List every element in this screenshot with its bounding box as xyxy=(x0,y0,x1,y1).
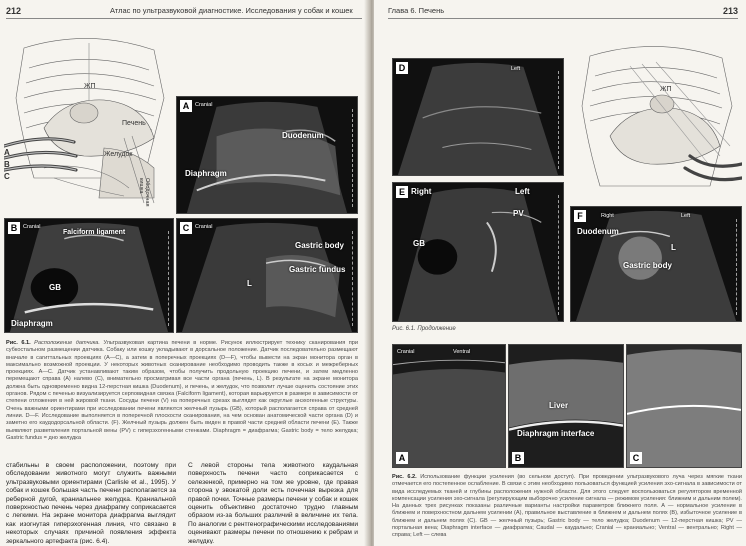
label-diaphragm-interface: Diaphragm interface xyxy=(517,429,595,438)
ultrasound-image-f xyxy=(570,206,742,322)
panel-label-b: B xyxy=(8,222,20,234)
ultrasound-image-b xyxy=(4,218,174,333)
panel-label-c2: C xyxy=(630,452,642,464)
right-running-head-text: Глава 6. Печень xyxy=(388,6,445,15)
left-anatomy-diagram xyxy=(4,38,174,208)
label-right: Right xyxy=(601,213,614,219)
panel-label-e: E xyxy=(396,186,408,198)
ultrasound-image-c xyxy=(176,218,358,333)
left-page-number: 212 xyxy=(6,6,22,16)
body-column-1: стабильны в своем расположении, поэтому при обследовании животного могут служить важными ультразвуковыми ориентирами (Carlisle et al., 1995). У собак и кошек большая часть печени располагается за реберной дугой, краниальнее желудка. Краниальной поверхностью печень через диафрагму соприкасается с легкими. На экране монитора диафрагма выглядит как изогнутая гиперэхогенная линия, что связано в некоторых случаях причиной появления эффекта зеркального артефакта (рис. 6.4). xyxy=(6,462,176,544)
depth-scale xyxy=(166,231,169,326)
label-gastric-body: Gastric body xyxy=(295,241,344,250)
ultrasound-image-a xyxy=(176,96,358,214)
figure-continuation-label: Рис. 6.1. Продолжение xyxy=(392,326,456,332)
probe-label-b: B xyxy=(4,160,10,169)
label-l: L xyxy=(247,279,252,288)
label-left: Left xyxy=(511,66,521,72)
left-head-rule xyxy=(6,18,362,19)
label-gastric-body: Gastric body xyxy=(623,261,672,270)
label-cranial: Cranial xyxy=(397,349,415,355)
label-diaphragm: Diaphragm xyxy=(11,319,53,328)
label-falciform-ligament: Falciform ligament xyxy=(63,229,126,236)
label-left: Left xyxy=(515,187,530,196)
ultrasound-image-gain-b xyxy=(508,344,624,468)
caption-title: Рис. 6.2. xyxy=(392,474,417,480)
depth-scale xyxy=(350,109,353,207)
left-running-head-text: Атлас по ультразвуковой диагностике. Исследования у собак и кошек xyxy=(110,6,353,15)
label-right: Right xyxy=(411,187,432,196)
label-diaphragm: Diaphragm xyxy=(185,169,227,178)
diagram-label-gallbladder: ЖП xyxy=(660,86,672,93)
panel-label-b2: B xyxy=(512,452,524,464)
ultrasound-image-d xyxy=(392,58,564,176)
caption-text: Использование функции усиления (во сельном доступ). При проведении ультразвукового луча через мягкие ткани отмечается его постепенное ослабление. В связи с этим необходимо пользоваться функцией усиления эхо-сигнала в зависимости от вида исследуемых тканей и глубины расположения нужной области. Для этого следует воспользоваться регулятором временной компенсации усиления эхо-сигнала (регулирующим выборочно усиление сигнала — режимом усиления: ближним и дальним полем). На данных трех рисунках показаны различные варианты настройки параметров ближнего поля. A — нормальное усиление в ближнем и поверхностном дальнем усилении (A), правильное выставление в ближнем и дальнем полях (B), избыточное усиление в ближнем и дальнем полях (C). GB — желчный пузырь; Gastric body — тело желудка; Duodenum — 12-перстная кишка; PV — портальная вена; Diaphragm interface — диафрагма; Caudal — каудально; Cranial — краниально; Ventral — вентрально; Right — справа; Left — слева xyxy=(392,474,742,539)
label-duodenum: Duodenum xyxy=(282,131,324,140)
panel-label-a: A xyxy=(180,100,192,112)
figure-caption-6-2 xyxy=(392,474,742,544)
caption-text: Ультразвуковая картина печени в норме. Рисунок иллюстрирует технику сканирования при субкостальном размещении датчика. Собаку или кошку укладывают в дорсальное положение. Датчик последовательно размещают вначале в сагиттальных проекциях (A—C), а затем в поперечных проекциях (D—F), чтобы вывести на экран монитора орган в максимально возможной проекции. У некоторых животных сканирование необходимо проводить также в косых и межреберных проекциях. A—C. Датчик устанавливают таким образом, чтобы получить продольную проекцию печени, и затем медленно перемещают справа (A) налево (C), внимательно просматривая все части органа (печень, L). В результате на экране монитора должна быть одновременно видна 12-перстная кишка (Duodenum), и печень, и желудок, что позволит лучше оценить состояние этих органов. Рядом с печенью визуализируется серповидная связка (Falciform ligament), которая варьируется в размере в зависимости от степени отложения в ней жировой ткани. Сосуды печени (V) на поперечных срезах выглядят как округлые анэхогенные структуры. Очень важными ориентирами при исследовании печени являются желчный пузырь (GB), который располагается справа от средней линии. D—F. Исследование выполняется в поперечной плоскости сканирования, на чем основан анатомической части органа (D) и заметно его каудодорсальной области. (F). Желчный пузырь должен быть виден в правой части средней области печени (E). Также выявляют разветвления портальной вены (PV) с гиперэхогенными стенками. Diaphragm = диафрагма; Gastric body = тело желудка; Gastric fundus = дно желудка xyxy=(6,340,358,441)
probe-label-a: A xyxy=(4,148,10,157)
right-head-rule xyxy=(388,18,738,19)
diagram-label-gallbladder: ЖП xyxy=(84,83,96,90)
label-cranial: Cranial xyxy=(23,224,41,230)
label-cranial: Cranial xyxy=(195,224,213,230)
depth-scale xyxy=(556,71,559,169)
ultrasound-image-gain-a xyxy=(392,344,506,468)
label-cranial: Cranial xyxy=(195,102,213,108)
panel-label-a2: A xyxy=(396,452,408,464)
label-left: Left xyxy=(681,213,691,219)
depth-scale xyxy=(556,195,559,315)
label-pv: PV xyxy=(513,209,524,218)
label-ventral: Ventral xyxy=(453,349,471,355)
diagram-label-stomach: Желудок xyxy=(104,151,133,158)
label-gb: GB xyxy=(49,283,61,292)
label-duodenum: Duodenum xyxy=(577,227,619,236)
figure-caption-6-1 xyxy=(6,340,358,460)
caption-title: Рис. 6.1. xyxy=(6,340,31,346)
left-page xyxy=(0,0,368,546)
label-l: L xyxy=(671,243,676,252)
diagram-label-liver: Печень xyxy=(122,120,146,127)
probe-label-c: C xyxy=(4,172,10,181)
right-page-number: 213 xyxy=(722,6,738,16)
right-anatomy-diagram xyxy=(570,46,742,196)
body-column-2: С левой стороны тела животного каудальная поверхность печени часто соприкасается с селезенкой, примерно на том же уровне, где правая сторона у эвокатой доли есть почечная вырезка для правой почки. Точные размеры печени у собак и кошек оценить объективно достаточно трудно главным образом из-за больших различий в величине их тела. По аналогии с рентгенографическими исследованиями оценивают размеры печени по отношению к ребрам и желудку. xyxy=(188,462,358,544)
ultrasound-image-e xyxy=(392,182,564,322)
panel-label-f: F xyxy=(574,210,586,222)
right-page xyxy=(374,0,746,546)
depth-scale xyxy=(734,219,737,315)
left-running-head xyxy=(6,6,21,16)
label-gb: GB xyxy=(413,239,425,248)
diagram-label-colon: Ободочная кишка xyxy=(138,178,150,207)
anatomy-drawing xyxy=(570,46,742,196)
right-running-head xyxy=(723,6,738,16)
panel-label-c: C xyxy=(180,222,192,234)
label-liver: Liver xyxy=(549,401,569,410)
panel-label-d: D xyxy=(396,62,408,74)
depth-scale xyxy=(350,231,353,326)
caption-lead: Расположение датчика. xyxy=(34,340,100,346)
ultrasound-image-gain-c xyxy=(626,344,742,468)
label-gastric-fundus: Gastric fundus xyxy=(289,265,346,274)
